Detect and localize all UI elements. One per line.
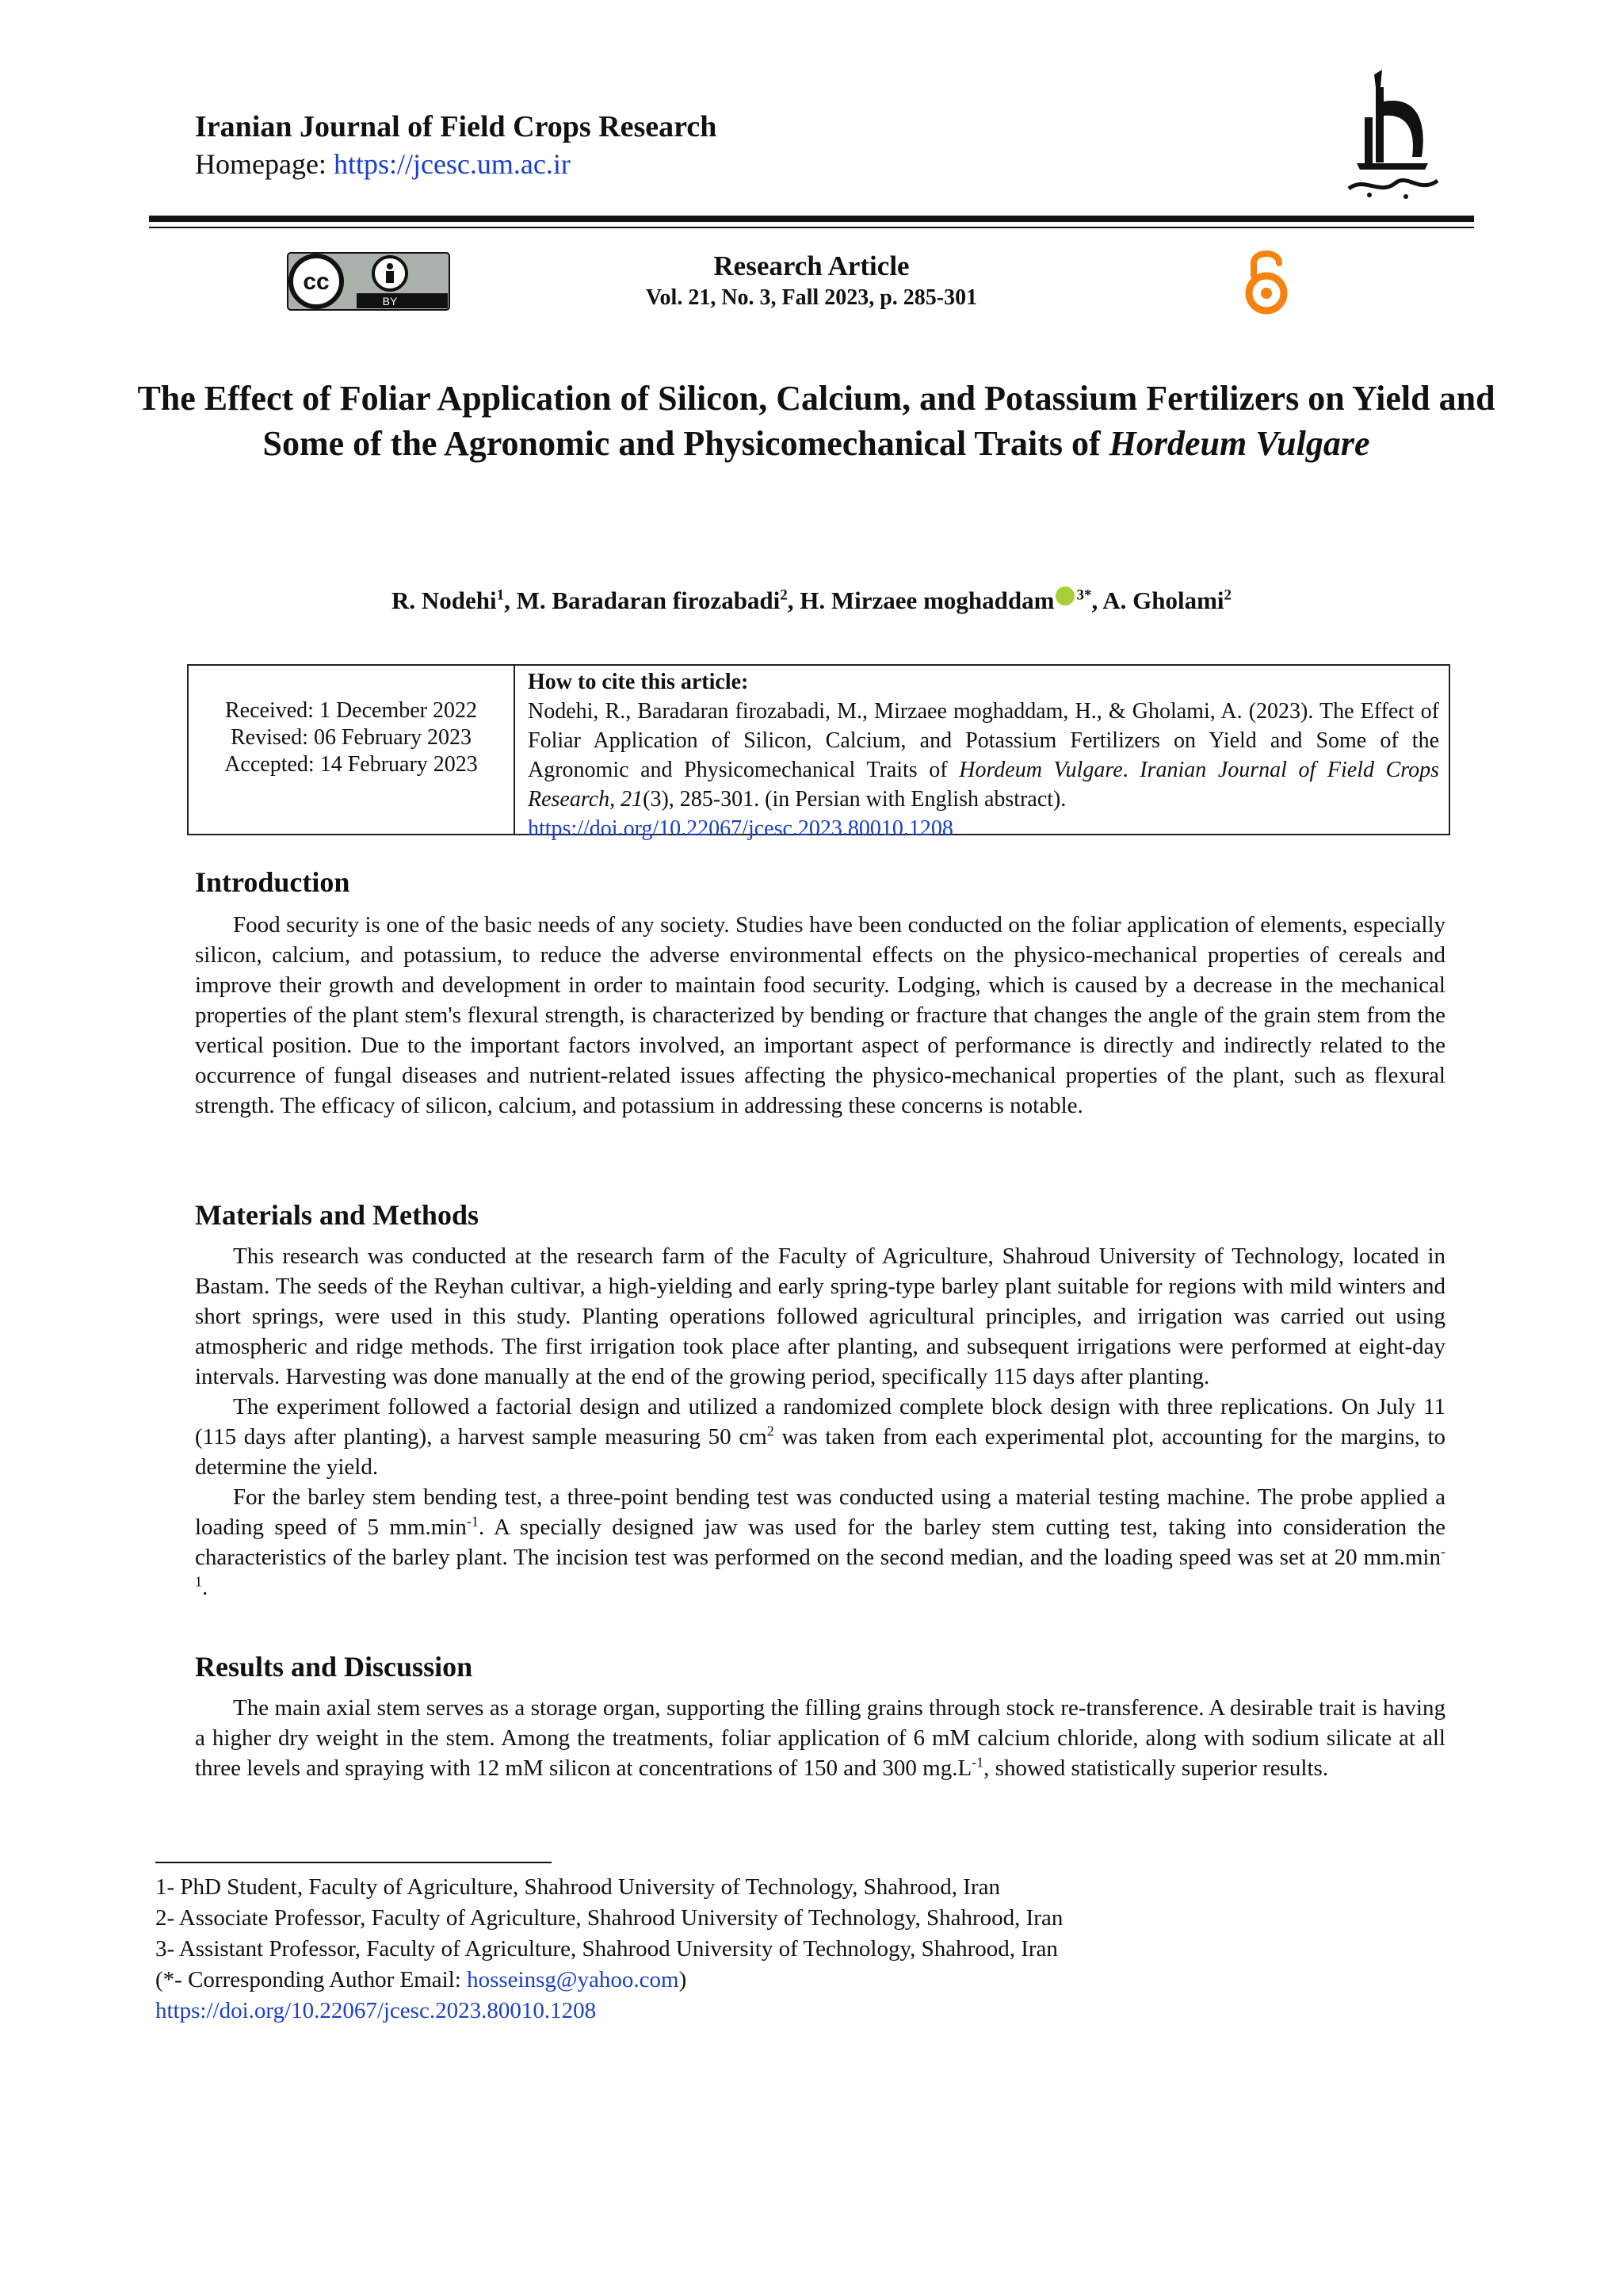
- section-heading-results: Results and Discussion: [195, 1651, 473, 1683]
- methods-paragraph-2: [195, 1392, 1445, 1482]
- results-text-a: The main axial stem serves as a storage organ, supporting the filling grains through stock re-transference. A desirable trait is having a higher dry weight in the stem. Among the treatments, foliar application of 6 mM calcium chloride, along with sodium silicate at all three levels and spraying with 12 mM silicon at concentrations of 150 and 300 mg.L: [195, 1695, 1445, 1781]
- homepage-label: Homepage:: [195, 148, 334, 180]
- citation-doi-link[interactable]: https://doi.org/10.22067/jcesc.2023.80010.1208: [528, 816, 953, 841]
- journal-title: Iranian Journal of Field Crops Research: [195, 110, 717, 143]
- open-access-icon[interactable]: [1238, 246, 1295, 317]
- university-logo: [1333, 70, 1452, 208]
- footnote-3: 3- Assistant Professor, Faculty of Agriculture, Shahrood University of Technology, Shahrood, Iran: [155, 1936, 1058, 1962]
- homepage-line: [195, 147, 571, 181]
- author-2: , M. Baradaran firozabadi: [504, 586, 781, 614]
- author-4-affiliation: 2: [1224, 586, 1232, 604]
- methods-p3-text-b: . A specially designed jaw was used for the barley stem cutting test, taking into consideration the characteristics of the barley plant. The incision test was performed on the second median, and the loading speed was set at 20 mm.min: [195, 1515, 1445, 1570]
- author-3: , H. Mirzaee moghaddam: [787, 586, 1055, 614]
- footnote-2: 2- Associate Professor, Faculty of Agriculture, Shahrood University of Technology, Shahrood, Iran: [155, 1905, 1064, 1931]
- cc-text: cc: [303, 269, 330, 295]
- methods-p3-text-c: .: [202, 1575, 208, 1600]
- author-list: [0, 586, 1623, 615]
- author-1-affiliation: 1: [496, 586, 505, 604]
- results-paragraph: [195, 1693, 1445, 1783]
- footnote-corresponding: [155, 1965, 1063, 1996]
- results-body: [195, 1693, 1445, 1783]
- citation-panel: [528, 667, 1439, 843]
- homepage-link[interactable]: https://jcesc.um.ac.ir: [333, 148, 571, 180]
- header-rule-thick: [149, 216, 1474, 222]
- footnote-1: 1- PhD Student, Faculty of Agriculture, Shahrood University of Technology, Shahrood, Iran: [155, 1874, 1000, 1900]
- methods-p3-text-a: For the barley stem bending test, a three-point bending test was conducted using a material testing machine. The probe applied a loading speed of 5 mm.min: [195, 1484, 1445, 1540]
- footer-doi-link[interactable]: https://doi.org/10.22067/jcesc.2023.80010.1208: [155, 1998, 597, 2023]
- accepted-date: Accepted: 14 February 2023: [224, 752, 478, 777]
- revised-date: Revised: 06 February 2023: [230, 725, 472, 750]
- volume-info: Vol. 21, No. 3, Fall 2023, p. 285-301: [645, 285, 978, 310]
- citation-text: [528, 697, 1439, 814]
- dates-panel: [189, 697, 514, 778]
- cc-by-text: BY: [382, 295, 398, 308]
- author-3-affiliation: 3*: [1076, 586, 1092, 604]
- citation-pages: (3), 285-301. (in Persian with English abstract).: [643, 787, 1067, 812]
- orcid-icon[interactable]: [1056, 586, 1075, 606]
- received-date: Received: 1 December 2022: [225, 698, 477, 723]
- author-1: R. Nodehi: [391, 586, 497, 614]
- methods-paragraph-3: [195, 1482, 1445, 1603]
- methods-paragraph-1: This research was conducted at the research farm of the Faculty of Agriculture, Shahroud University of Technology, located in Bastam. The seeds of the Reyhan cultivar, a high-yielding and early spring-type barley plant suitable for regions with mild winters and short springs, were used in this study. Planting operations followed agricultural principles, and irrigation was carried out using atmospheric and ridge methods. The first irrigation took place after planting, and subsequent irrigations were performed at eight-day intervals. Harvesting was done manually at the end of the growing period, specifically 115 days after planting.: [195, 1244, 1445, 1389]
- methods-p2-text-b: was taken from each experimental plot, accounting for the margins, to determine the yield.: [195, 1424, 1446, 1480]
- citation-text-main: Nodehi, R., Baradaran firozabadi, M., Mirzaee moghaddam, H., & Gholami, A. (2023). The Effect of Foliar Application of Silicon, Calcium, and Potassium Fertilizers on Yield and Some of the Agronomic and Physicomechanical Traits of: [528, 699, 1439, 782]
- introduction-body: [195, 910, 1445, 1121]
- section-heading-introduction: Introduction: [195, 866, 350, 898]
- title-text: The Effect of Foliar Application of Silicon, Calcium, and Potassium Fertilizers on Yield and Some of the Agronomic and Physicomechanical Traits of: [137, 379, 1495, 463]
- results-text-b: , showed statistically superior results.: [983, 1755, 1329, 1781]
- article-type: Research Article: [713, 250, 910, 281]
- methods-body: [195, 1241, 1445, 1603]
- introduction-paragraph: Food security is one of the basic needs of any society. Studies have been conducted on the foliar application of elements, especially silicon, calcium, and potassium, to reduce the adverse environmental effects on the physico-mechanical properties of cereals and improve their growth and development in order to maintain food security. Lodging, which is caused by a decrease in the mechanical properties of the plant stem's flexural strength, is characterized by bending or fracture that changes the angle of the grain stem from the vertical position. Due to the important factors involved, an important aspect of performance is directly and indirectly related to the occurrence of fungal diseases and nutrient-related issues affecting the physico-mechanical properties of the plant, such as flexural strength. The efficacy of silicon, calcium, and potassium in addressing these concerns is notable.: [195, 912, 1445, 1118]
- citation-sep: .: [1122, 758, 1140, 782]
- footnotes: [155, 1872, 1063, 2027]
- footnote-rule: [155, 1862, 552, 1863]
- methods-p2-text-a: The experiment followed a factorial design and utilized a randomized complete block design with three replications. On July 11 (115 days after planting), a harvest sample measuring 50 cm: [195, 1394, 1445, 1450]
- citation-heading: How to cite this article:: [528, 670, 749, 694]
- author-2-affiliation: 2: [780, 586, 788, 604]
- methods-p2-sup: 2: [766, 1423, 774, 1439]
- corresponding-label: (*- Corresponding Author Email:: [155, 1967, 468, 1992]
- corresponding-close: ): [678, 1967, 687, 1992]
- methods-p3-sup-2: -1: [195, 1543, 1445, 1590]
- article-title: [135, 376, 1498, 466]
- results-sup: -1: [972, 1754, 984, 1771]
- citation-box-divider: [514, 664, 515, 835]
- corresponding-email-link[interactable]: hosseinsg@yahoo.com: [467, 1967, 679, 1992]
- section-heading-methods: Materials and Methods: [195, 1199, 479, 1231]
- title-species: Hordeum Vulgare: [1109, 424, 1370, 463]
- header-rule-thin: [149, 227, 1474, 228]
- author-4: , A. Gholami: [1091, 586, 1224, 614]
- citation-journal: Iranian Journal of Field Crops Research, 21: [528, 758, 1440, 812]
- methods-p3-sup-1: -1: [466, 1513, 479, 1530]
- citation-species: Hordeum Vulgare: [959, 758, 1123, 782]
